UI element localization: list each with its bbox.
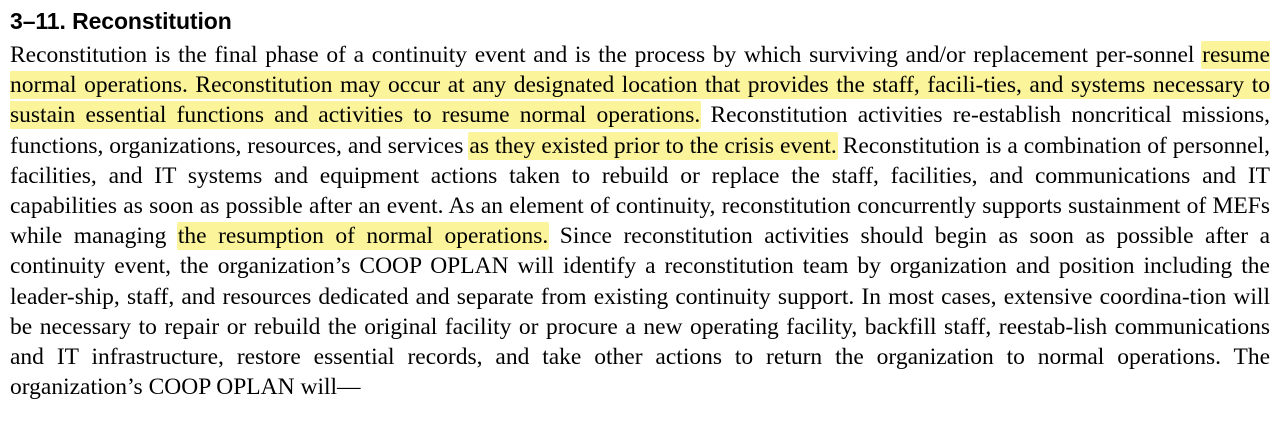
body-paragraph: [10, 40, 1270, 402]
highlighted-text-segment: the resumption of normal operations.: [177, 223, 549, 250]
text-segment: Reconstitution is a combination of personnel, facilities, and IT systems and equipment actions taken to rebuild or replace the staff, facilities, and communications and IT capabilities as soon as possible after an event. As an element of continuity, reconstitution concurrently supports sustainment of MEFs while managing: [10, 132, 1270, 250]
text-segment: Reconstitution is the final phase of a continuity event and is the process by which surviving and/or replacement per-sonnel: [10, 42, 1203, 68]
page-title: 3–11. Reconstitution: [10, 8, 232, 34]
highlighted-text-segment: as they existed prior to the crisis event.: [469, 132, 837, 159]
text-segment: Reconstitution activities re-establish noncritical missions, functions, organizations, resources, and services: [10, 102, 1271, 159]
text-segment: Since reconstitution activities should begin as soon as possible after a continuity event, the organization’s COOP OPLAN will identify a reconstitution team by organization and position including the leader-ship, staff, and resources dedicated and separate from existing continuity support. In most cases, extensive coordina-tion will be necessary to repair or rebuild the original facility or procure a new operating facility, backfill staff, reestab-lish communications and IT infrastructure, restore essential records, and take other actions to return the organization to normal operations. The organization’s COOP OPLAN will—: [10, 223, 1270, 401]
highlighted-text-segment: resume normal operations. Reconstitution may occur at any designated location that provides the staff, facili-ties, and systems necessary to sustain essential functions and activities to resume normal operations.: [10, 42, 1270, 129]
